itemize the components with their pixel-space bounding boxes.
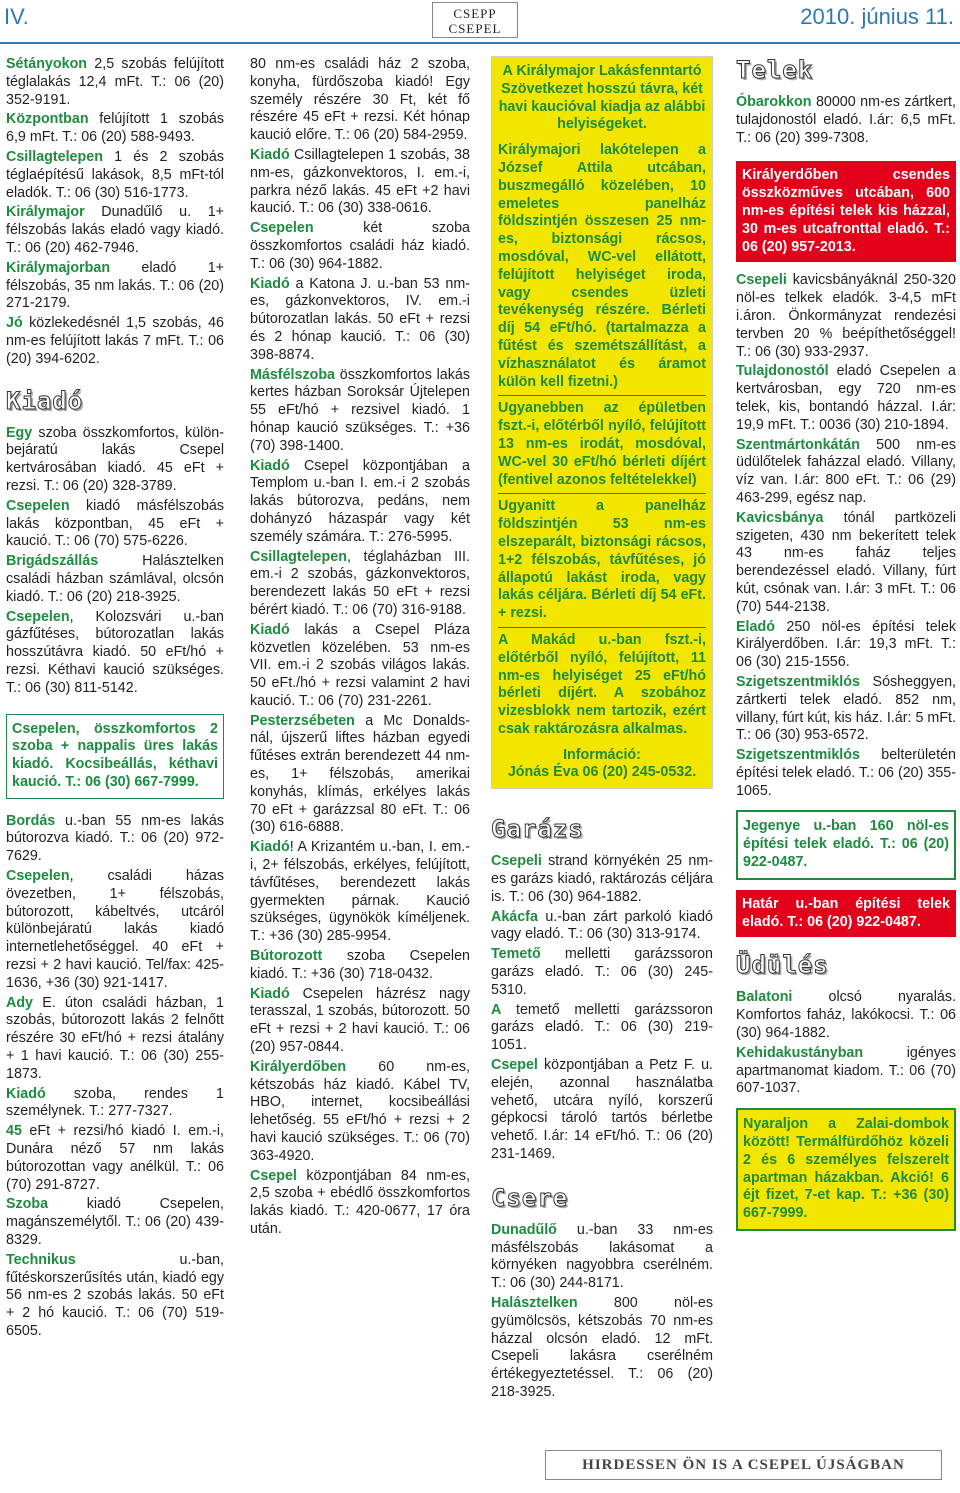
- ad-lead: 45: [6, 1123, 22, 1140]
- classified-ad: [6, 425, 224, 496]
- ads-list: [736, 94, 956, 147]
- ad-text: 1 és 2 szobás téglaépítésű lakások, 8,5 mFt-tól eladók. T.: 06 (30) 516-1773.: [6, 148, 224, 201]
- ad-text: a Mc Donalds-nál, újszerű liftes házban egyedi fűtéses extrán berendezett 44 nm-es, 1+ félszobás, amerikai konyhás, klímás, erkélyes lakás 70 eFt + garázzsal 80 eFt. T.: 06 (30) 616-6888.: [250, 712, 470, 836]
- ad-lead: Csepel: [491, 1057, 538, 1074]
- column-1: [6, 56, 224, 1341]
- ad-lead: Egy: [6, 424, 33, 441]
- ad-lead: Brigádszállás: [6, 553, 99, 570]
- ad-lead: Központban: [6, 111, 89, 128]
- classified-ad: [736, 1045, 956, 1098]
- classified-ad: [250, 622, 470, 711]
- classified-ad: [6, 995, 224, 1084]
- ad-lead: Csepel: [250, 1167, 297, 1184]
- page-header: [0, 0, 960, 46]
- ad-text: , Kolozsvári u.-ban gázfűtéses, bútorozatlan lakás hosszútávra kiadó. 50 eFt/hó + rezsi. Kéthavi kaució szükséges. T.: 06 (30) 811-5142.: [6, 608, 224, 696]
- ads-list: [250, 56, 470, 1239]
- ads-list: [491, 1222, 713, 1402]
- ad-lead: Csepeli: [736, 272, 787, 289]
- ad-text: kiadó másfélszobás lakás központban, 45 eFt + kaució. T.: 06 (70) 575-6226.: [6, 497, 224, 550]
- classified-ad: [6, 56, 224, 109]
- header-rule: [0, 42, 960, 44]
- ads-list: [6, 425, 224, 698]
- classified-ad: [6, 149, 224, 202]
- classified-ad: [6, 1196, 224, 1249]
- classified-ad: [250, 147, 470, 218]
- ad-text: temető melletti garázssoron garázs eladó. T.: 06 (30) 219-1051.: [491, 1001, 713, 1054]
- ad-lead: Ady: [6, 994, 34, 1011]
- ads-list: [6, 813, 224, 1341]
- ads-list: [736, 272, 956, 800]
- ad-text: , családi házas övezetben, 1+ félszobás, bútorozott, kábeltvés, utcáról különbejáratú lakás kiadó internetlehetőséggel. 40 eFt + rezsi + 2 havi kaució. Tel/fax: 425-1636, +36 (30) 921-1417.: [6, 868, 224, 991]
- ad-text: , téglaházban III. em.-i 2 szobás, gázkonvektoros, berendezett lakás 50 eFt + rezsi bérért kiadó. T.: 06 (70) 316-9188.: [250, 548, 470, 618]
- classified-ad: [6, 1123, 224, 1194]
- ad-lead: Kavicsbánya: [736, 509, 824, 526]
- ad-text: u.-ban 33 nm-es másfélszobás lakásomat a környéken nagyobbra cserélném. T.: 06 (30) 244-8171.: [491, 1221, 713, 1292]
- ad-text: tónál partközeli szigeten, 430 nm bekerített telek 43 nm-es faház teljes berendezéssel eladó. Villany, fúrt kút, csónak van. I.ár: 3 mFt. T.: 06 (70) 544-2138.: [736, 509, 956, 615]
- classified-ad: [736, 510, 956, 617]
- ad-text: Csillagtelepen 1 szobás, 38 nm-es, gázkonvektoros, I. em.-i, parkra néző lakás. 45 eFt +2 havi kaució. T.: 06 (30) 338-0616.: [250, 146, 470, 217]
- ad-text: 80000 nm-es zártkert, tulajdonostól eladó. I.ár: 6,5 mFt. T.: 06 (20) 399-7308.: [736, 94, 956, 146]
- ad-text: központjában a Petz F. u. elején, azonnal használatba vehető, utcára nyíló, korszerű gépkocsi tároló tartós bérletbe vehető. I.ár: 14 eFt/hó. T.: 06 (20) 231-1469.: [491, 1057, 713, 1163]
- heading-kiado: Kiadó: [6, 386, 84, 415]
- ad-lead: Királyerdőben: [250, 1058, 347, 1075]
- ad-lead: Kiadó: [250, 275, 290, 292]
- divider: [498, 395, 706, 396]
- ad-lead: Csepelen: [250, 220, 314, 237]
- ad-lead: Szigetszentmiklós: [736, 747, 860, 764]
- ad-text: 500 nm-es üdülőtelek faházzal eladó. Villany, víz van. I.ár: 800 eFt. T.: 06 (29) 463-299, egész nap.: [736, 436, 956, 506]
- green-ad: Jegenye u.-ban 160 nöl-es építési telek eladó. T.: 06 (20) 922-0487.: [736, 810, 956, 879]
- ad-text: kiadó Csepelen, magánszemélytől. T.: 06 (20) 439-8329.: [6, 1196, 224, 1249]
- classified-ad: [250, 549, 470, 620]
- ad-text: igényes apartmanomat kiadom. T.: 06 (70) 607-1037.: [736, 1044, 956, 1097]
- ad-lead: Királymajorban: [6, 259, 111, 276]
- classified-ad: [6, 609, 224, 698]
- ad-lead: Kiadó: [250, 621, 290, 638]
- classified-ad: [250, 986, 470, 1057]
- ad-text: u.-ban 55 nm-es lakás bútorozva kiadó. T.: 06 (20) 972-7629.: [6, 812, 224, 865]
- ad-text: felújított 1 szobás 6,9 mFt. T.: 06 (20) 588-9493.: [6, 111, 224, 146]
- ad-lead: Csepelen: [6, 868, 70, 885]
- ad-lead: Szentmártonkátán: [736, 436, 860, 453]
- ads-list: [736, 989, 956, 1098]
- ad-text: összkomfortos lakás kertes házban Soroksár Újtelepen 55 eFt/hó + rezsivel kiadó. 1 hónap kaució szükséges. T.: +36 (70) 398-1400.: [250, 366, 470, 454]
- classified-ad: [250, 1059, 470, 1166]
- ad-text: eladó 1+ félszobás, 35 nm lakás. T.: 06 (20) 271-2179.: [6, 259, 224, 312]
- ad-text: Dunadűlő u. 1+ félszobás lakás eladó vagy kiadó. T.: 06 (20) 462-7946.: [6, 204, 224, 256]
- classified-ad: [736, 989, 956, 1042]
- ad-lead: Kiadó: [250, 457, 290, 474]
- classified-ad: [491, 1002, 713, 1055]
- ad-lead: Csepeli: [491, 853, 542, 870]
- ad-text: strand környékén 25 nm-es garázs kiadó, raktározás céljára is. T.: 06 (30) 964-1882.: [491, 853, 713, 905]
- info-contact: Jónás Éva 06 (20) 245-0532.: [507, 764, 697, 781]
- box-paragraph: A Makád u.-ban fszt.-i, előtérből nyíló, felújított, 11 nm-es helyiséget 25 eFt/hó bérleti díjért. A szobához vizesblokk nem tartozik, ezért csak raktározásra alkalmas.: [498, 631, 706, 737]
- classified-ad: [491, 946, 713, 999]
- ad-text: u.-ban zárt parkoló kiadó vagy eladó. T.: 06 (30) 313-9174.: [491, 908, 713, 943]
- heading-csere: Csere: [491, 1183, 569, 1212]
- box-paragraph: Ugyanebben az épületben fszt.-i, előtérből nyíló, felújított 13 nm-es irodát, mosdóval, WC-vel 30 eFt/hó bérleti díjért (fentivel azonos feltételekkel): [498, 400, 706, 488]
- ad-lead: Eladó: [736, 618, 775, 635]
- classified-ad: [736, 619, 956, 672]
- ad-lead: Temető: [491, 946, 541, 963]
- classified-ad: [736, 94, 956, 147]
- classified-ad: [6, 868, 224, 993]
- newspaper-logo: [432, 2, 518, 38]
- issue-date: 2010. június 11.: [800, 4, 954, 29]
- ad-lead: A: [491, 1001, 502, 1018]
- column-2: [250, 56, 470, 1239]
- classified-ad: [250, 367, 470, 456]
- ad-lead: Óbarokkon: [736, 94, 812, 110]
- ad-text: melletti garázssoron garázs eladó. T.: 06 (30) 245-5310.: [491, 946, 713, 998]
- ad-text: Csepel központjában a Templom u.-ban I. em.-i 2 szobás lakás bútorozva, pedáns, nem dohányzó házaspár vagy két személy számára. T.: 276-5995.: [250, 457, 470, 545]
- heading-telek: Telek: [736, 56, 814, 84]
- red-ad: Határ u.-ban építési telek eladó. T.: 06 (20) 922-0487.: [736, 890, 956, 938]
- advertise-banner: HIRDESSEN ÖN IS A CSEPEL ÚJSÁGBAN: [545, 1450, 942, 1480]
- classified-ad: [6, 315, 224, 368]
- ad-lead: Másfélszoba: [250, 366, 336, 383]
- classified-ad: [491, 1057, 713, 1164]
- logo-top: CSEPP: [453, 6, 497, 21]
- ad-lead: Kiadó: [6, 1085, 46, 1102]
- ad-text: szoba összkomfortos, külön-bejáratú lakás Csepel kertvárosában kiadó. 45 eFt + rezsi. T.: 06 (20) 328-3789.: [6, 424, 224, 494]
- classified-ad: [736, 272, 956, 361]
- ad-text: Sósheggyen, zártkerti telek eladó. 852 nm, villany, fúrt kút, kis ház. I.ár: 5 mFt. T.: 06 (30) 953-6572.: [736, 673, 956, 744]
- ad-text: kavicsbányáknál 250-320 nöl-es telkek eladók. 3-4,5 mFt i.áron. Önkormányzat rendezési tervben 20 % beépíthetőséggel! T.: 06 (30) 933-2937.: [736, 272, 956, 360]
- ad-lead: Dunadűlő: [491, 1221, 557, 1238]
- box-title: A Királymajor Lakásfenntartó Szövetkezet hosszú távra, két havi kaucióval kiadja az alábbi helyiségeket.: [498, 63, 706, 133]
- ad-text: eFt + rezsi/hó kiadó I. em.-i, Dunára néző 57 nm lakás bútorozottan vagy anélkül. T.: 06 (70) 291-8727.: [6, 1123, 224, 1193]
- ad-text: két szoba összkomfortos családi ház kiadó. T.: 06 (30) 964-1882.: [250, 220, 470, 272]
- box-paragraph: Királymajori lakótelepen a József Attila utcában, buszmegálló közelében, 10 emeletes panelház földszintjén összesen 25 nm-es, biztonsági rácsos, mosdóval, WC-vel ellátott, felújított helyiséget iroda, vagy csendes üzleti tevékenység részére. Bérleti díj 54 eFt/hó. (tartalmazza a fűtést és szemétszállítást, a vízhasználatot és áramot külön kell fizetni.): [498, 142, 706, 390]
- classified-ad: [491, 853, 713, 906]
- ad-text: központjában 84 nm-es, 2,5 szoba + ebédlő összkomfortos lakás kiadó. T.: 420-0677, 17 óra után.: [250, 1167, 470, 1237]
- ads-list: [491, 853, 713, 1164]
- classified-ad: [736, 437, 956, 508]
- ad-lead: Csillagtelepen: [6, 148, 103, 165]
- classified-ad: [6, 813, 224, 866]
- classified-ad: [250, 948, 470, 984]
- column-4: [736, 56, 956, 1241]
- classified-ad: [6, 498, 224, 551]
- classified-ad: [491, 1295, 713, 1402]
- heading-garazs: Garázs: [491, 815, 584, 844]
- ad-lead: Bordás: [6, 812, 56, 829]
- ad-lead: Szoba: [6, 1196, 49, 1213]
- ad-text: Halásztelken családi házban számlával, olcsón kiadó. T.: 06 (20) 218-3925.: [6, 553, 224, 605]
- ad-text: Csepelen házrész nagy terasszal, 1 szobás, bútorozott. 50 eFt + rezsi + 2 havi kaució. T.: 06 (20) 957-0844.: [250, 985, 470, 1056]
- ad-lead: Csepelen: [6, 497, 70, 514]
- ad-text: 60 nm-es, kétszobás ház kiadó. Kábel TV, HBO, internet, kocsibeállási lehetőség. 55 eFt/hó + rezsi + 2 havi kaució szükséges. T.: 06 (70) 363-4920.: [250, 1058, 470, 1164]
- ad-lead: Pesterzsébeten: [250, 712, 355, 729]
- red-ad: Királyerdőben csendes összközműves utcában, 600 nm-es építési telek kis házzal, 30 m-es utcafronttal eladó. T.: 06 (20) 957-2013.: [736, 161, 956, 262]
- ad-text: 80 nm-es családi ház 2 szoba, konyha, fürdőszoba kiadó! Egy személy részére 30 Ft, két fő részére 45 eFt + rezsi. Két hónap kaució előre. T.: 06 (20) 584-2959.: [250, 56, 470, 144]
- ad-text: a Katona J. u.-ban 53 nm-es, gázkonvektoros, IV. em.-i bútorozatlan lakás. 50 eFt + rezsi és 2 hónap kaució. T.: 06 (30) 398-8874.: [250, 275, 470, 363]
- logo-bottom: CSEPEL: [448, 21, 502, 36]
- ad-lead: Halásztelken: [491, 1295, 578, 1312]
- classified-ad: [6, 553, 224, 606]
- ad-lead: Sétányokon: [6, 56, 88, 72]
- ad-lead: Kehidakustányban: [736, 1044, 864, 1061]
- ad-text: eladó Csepelen a kertvárosban, egy 720 nm-es telek, kis, bontandó házzal. I.ár: 19,9 mFt. T.: 0036 (30) 210-1894.: [736, 363, 956, 433]
- ad-text: olcsó nyaralás. Komfortos faház, lakókocsi. T.: 06 (30) 964-1882.: [736, 989, 956, 1042]
- ad-text: u.-ban, fűtéskorszerűsítés után, kiadó egy 56 nm-es 2 szobás lakás. 50 eFt + 2 hó kaució. T.: 06 (70) 519-6505.: [6, 1251, 224, 1339]
- classified-ad: [736, 747, 956, 800]
- ad-lead: Balatoni: [736, 989, 793, 1006]
- divider: [498, 493, 706, 494]
- box-paragraph: Ugyanitt a panelház földszintjén 53 nm-es elszeparált, biztonsági rácsos, 1+2 félszobás, távfűtéses, jó állapotú lakást iroda, vagy lakás céljára. Bérleti díj 54 eFt. + rezsi.: [498, 498, 706, 622]
- ad-text: ! A Krizantém u.-ban, I. em.-i, 2+ félszobás, erkélyes, felújított, távfűtéses, berendezett lakás gyermekten párnak. Kaució szükséges, ügynökök kíméljenek. T.: +36 (30) 285-9954.: [250, 839, 470, 945]
- ad-text: szoba Csepelen kiadó. T.: +36 (30) 718-0432.: [250, 948, 470, 982]
- info-label: Információ:: [563, 746, 641, 763]
- ad-text: E. úton családi házban, 1 szobás, bútorozott lakás 2 felnőtt részére 30 eFt/hó + rezsi átalány + 1 havi kaució. T.: 06 (30) 255-1873.: [6, 994, 224, 1082]
- highlight-ad: Csepelen, összkomfortos 2 szoba + nappalis üres lakás kiadó. Kocsibeállás, kéthavi kaució. T.: 06 (30) 667-7999.: [6, 714, 224, 799]
- ad-lead: Bútorozott: [250, 948, 323, 965]
- ad-lead: Csillagtelepen: [250, 548, 347, 565]
- ad-text: 250 nöl-es építési telek Királyerdőben. I.ár: 19,3 mFt. T.: 06 (30) 215-1556.: [736, 618, 956, 671]
- classified-ad: [736, 363, 956, 434]
- ad-lead: Akácfa: [491, 908, 538, 925]
- section-number: IV.: [4, 4, 29, 29]
- classified-ad: [6, 111, 224, 147]
- heading-udules: Üdülés: [736, 951, 829, 980]
- ad-lead: Tulajdonostól: [736, 363, 829, 380]
- classified-ad: [250, 839, 470, 946]
- ad-lead: Jó: [6, 315, 23, 332]
- classified-ad: [736, 674, 956, 745]
- green-yellow-ad: Nyaraljon a Zalai-dombok között! Termálfürdőhöz közeli 2 és 6 személyes felszerelt apartman házakban. Akció! 6 éjt fizet, 7-et kap. T.: +36 (30) 667-7999.: [736, 1108, 956, 1231]
- ad-lead: Kiadó: [250, 985, 290, 1002]
- ad-lead: Csepelen: [6, 608, 70, 625]
- ad-lead: Királymajor: [6, 204, 85, 221]
- ads-list: [6, 56, 224, 369]
- ad-text: belterületén építési telek eladó. T.: 06 (20) 355-1065.: [736, 747, 956, 799]
- classified-ad: [250, 713, 470, 838]
- ad-lead: Szigetszentmiklós: [736, 673, 860, 690]
- ad-lead: Kiadó: [250, 146, 290, 163]
- classified-ad: [250, 276, 470, 365]
- kiralymajor-box: [491, 56, 713, 789]
- ad-lead: Technikus: [6, 1251, 76, 1268]
- classified-ad: [250, 1168, 470, 1239]
- ad-text: lakás a Csepel Pláza közvetlen közelében. 53 nm-es VII. em.-i 2 szobás világos lakás. 50 eFt./hó + rezsi valamint 2 havi kaució. T.: 06 (70) 231-2261.: [250, 621, 470, 709]
- ad-text: 800 nöl-es gyümölcsös, kétszobás 70 nm-es házzal olcsón eladó. 12 mFt. Csepeli lakásra cserélném értékegyeztetéssel. T.: 06 (20) 218-3925.: [491, 1295, 713, 1400]
- divider: [498, 627, 706, 628]
- classified-ad: [250, 220, 470, 273]
- ad-text: 2,5 szobás felújított téglalakás 12,4 mFt. T.: 06 (20) 352-9191.: [6, 56, 224, 108]
- ad-lead: Kiadó: [250, 839, 290, 856]
- ad-text: szoba, rendes 1 személynek. T.: 277-7327.: [6, 1085, 224, 1120]
- classified-ad: [6, 204, 224, 257]
- column-3: [491, 56, 713, 1402]
- classified-ad: [491, 1222, 713, 1293]
- classified-ad: [6, 260, 224, 313]
- classified-ad: [250, 56, 470, 145]
- ad-text: közlekedésnél 1,5 szobás, 46 nm-es felújított lakás 7 mFt. T.: 06 (20) 394-6202.: [6, 315, 224, 367]
- classified-ad: [6, 1086, 224, 1122]
- classified-ad: [250, 458, 470, 547]
- classified-ad: [6, 1252, 224, 1341]
- classified-ad: [491, 909, 713, 945]
